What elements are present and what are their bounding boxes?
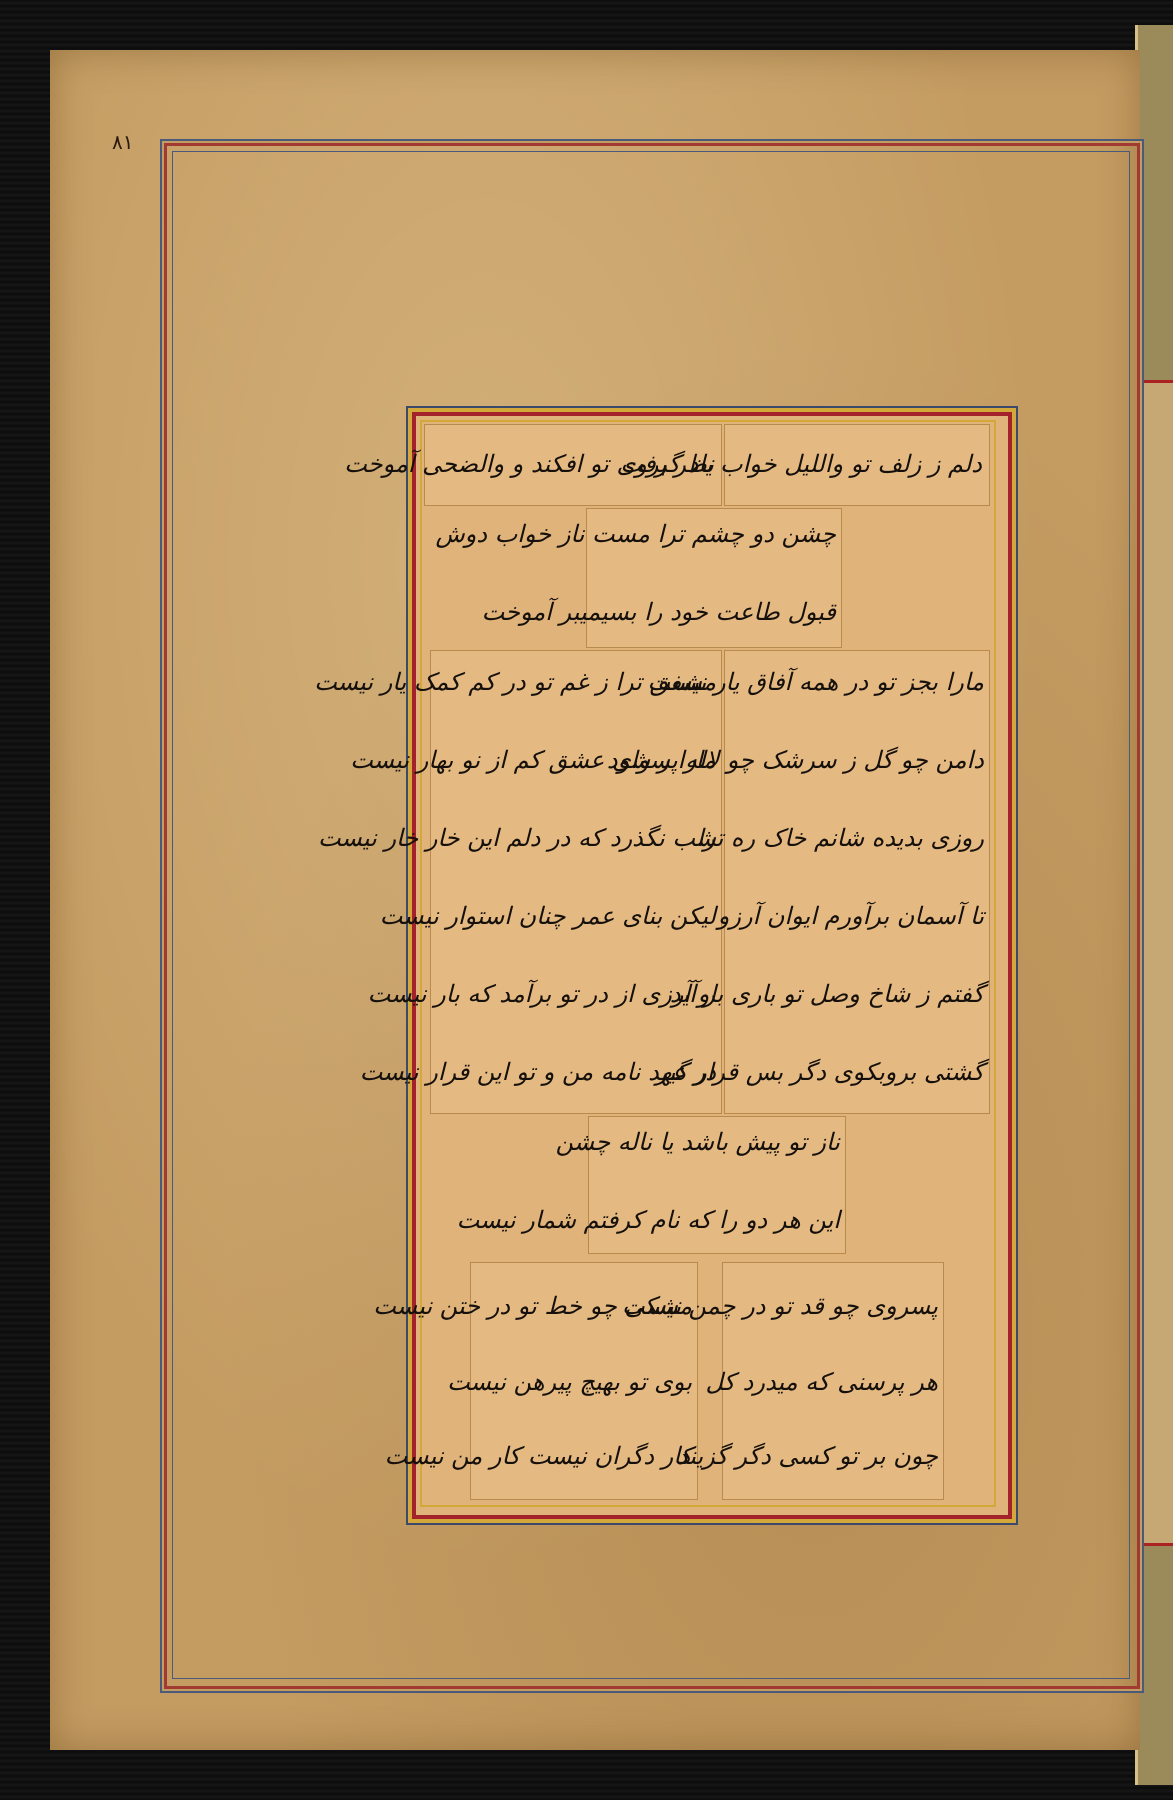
verse-r2-right-6: گشتی بروبکوی دگر بس قرار گیر <box>655 1058 984 1086</box>
verse-c2-b: این هر دو را که نام کرفتم شمار نیست <box>456 1206 840 1234</box>
verse-c1-a: چشن دو چشم ترا مست ناز خواب دوش <box>435 520 836 548</box>
verse-r3-right-1: پسروی چو قد تو در چمن نیست <box>621 1292 938 1320</box>
verse-r2-right-5: گفتم ز شاخ وصل تو باری بر آید <box>669 980 984 1008</box>
verse-r2-left-3: شب نگذرد که در دلم این خار خار نیست <box>317 824 716 852</box>
verse-r3-right-3: چون بر تو کسی دگر گزیند <box>676 1442 938 1470</box>
verse-c2-a: ناز تو پیش باشد یا ناله چشن <box>555 1128 840 1156</box>
verse-r2-left-1: مشفق ترا ز غم تو در کم کمک یار نیست <box>314 668 716 696</box>
verse-r2-right-2: دامن چو گل ز سرشک چو لاله پر شود <box>606 746 984 774</box>
verse-r2-left-5: او آرزی از در تو برآمد که بار نیست <box>367 980 716 1008</box>
verse-r1-left: نظر بروی تو افکند و والضحی آموخت <box>344 450 714 478</box>
verse-r2-left-6: در عهد نامه من و تو این قرار نیست <box>359 1058 716 1086</box>
verse-r3-left-1: مشکی چو خط تو در ختن نیست <box>373 1292 692 1320</box>
verse-c1-b: قبول طاعت خود را بسیمیبر آموخت <box>481 598 836 626</box>
verse-r3-right-2: هر پرسنی که میدرد کل <box>705 1368 938 1396</box>
verse-r3-left-2: بوی تو بهیچ پیرهن نیست <box>447 1368 692 1396</box>
verse-r1-right: دلم ز زلف تو واللیل خواب یاد گرفت <box>620 450 982 478</box>
cell-r2-left <box>314 650 722 1114</box>
verse-r2-left-2: مارا سوای عشق کم از نو بهار نیست <box>350 746 716 774</box>
verse-r2-left-4: لیکن بنای عمر چنان استوار نیست <box>379 902 716 930</box>
verse-r3-left-3: کار دگران نیست کار من نیست <box>384 1442 692 1470</box>
cell-r2-right <box>606 650 990 1114</box>
verse-r2-right-1: مارا بجز تو در همه آفاق یار نیست <box>647 668 984 696</box>
verse-r2-right-4: تا آسمان برآورم ایوان آرزو <box>717 902 984 930</box>
verse-r2-right-3: روزی بدیده شانم خاک ره ترا <box>696 824 984 852</box>
page-number: ۸۱ <box>112 130 134 154</box>
facing-page-text-area <box>1137 380 1173 1546</box>
